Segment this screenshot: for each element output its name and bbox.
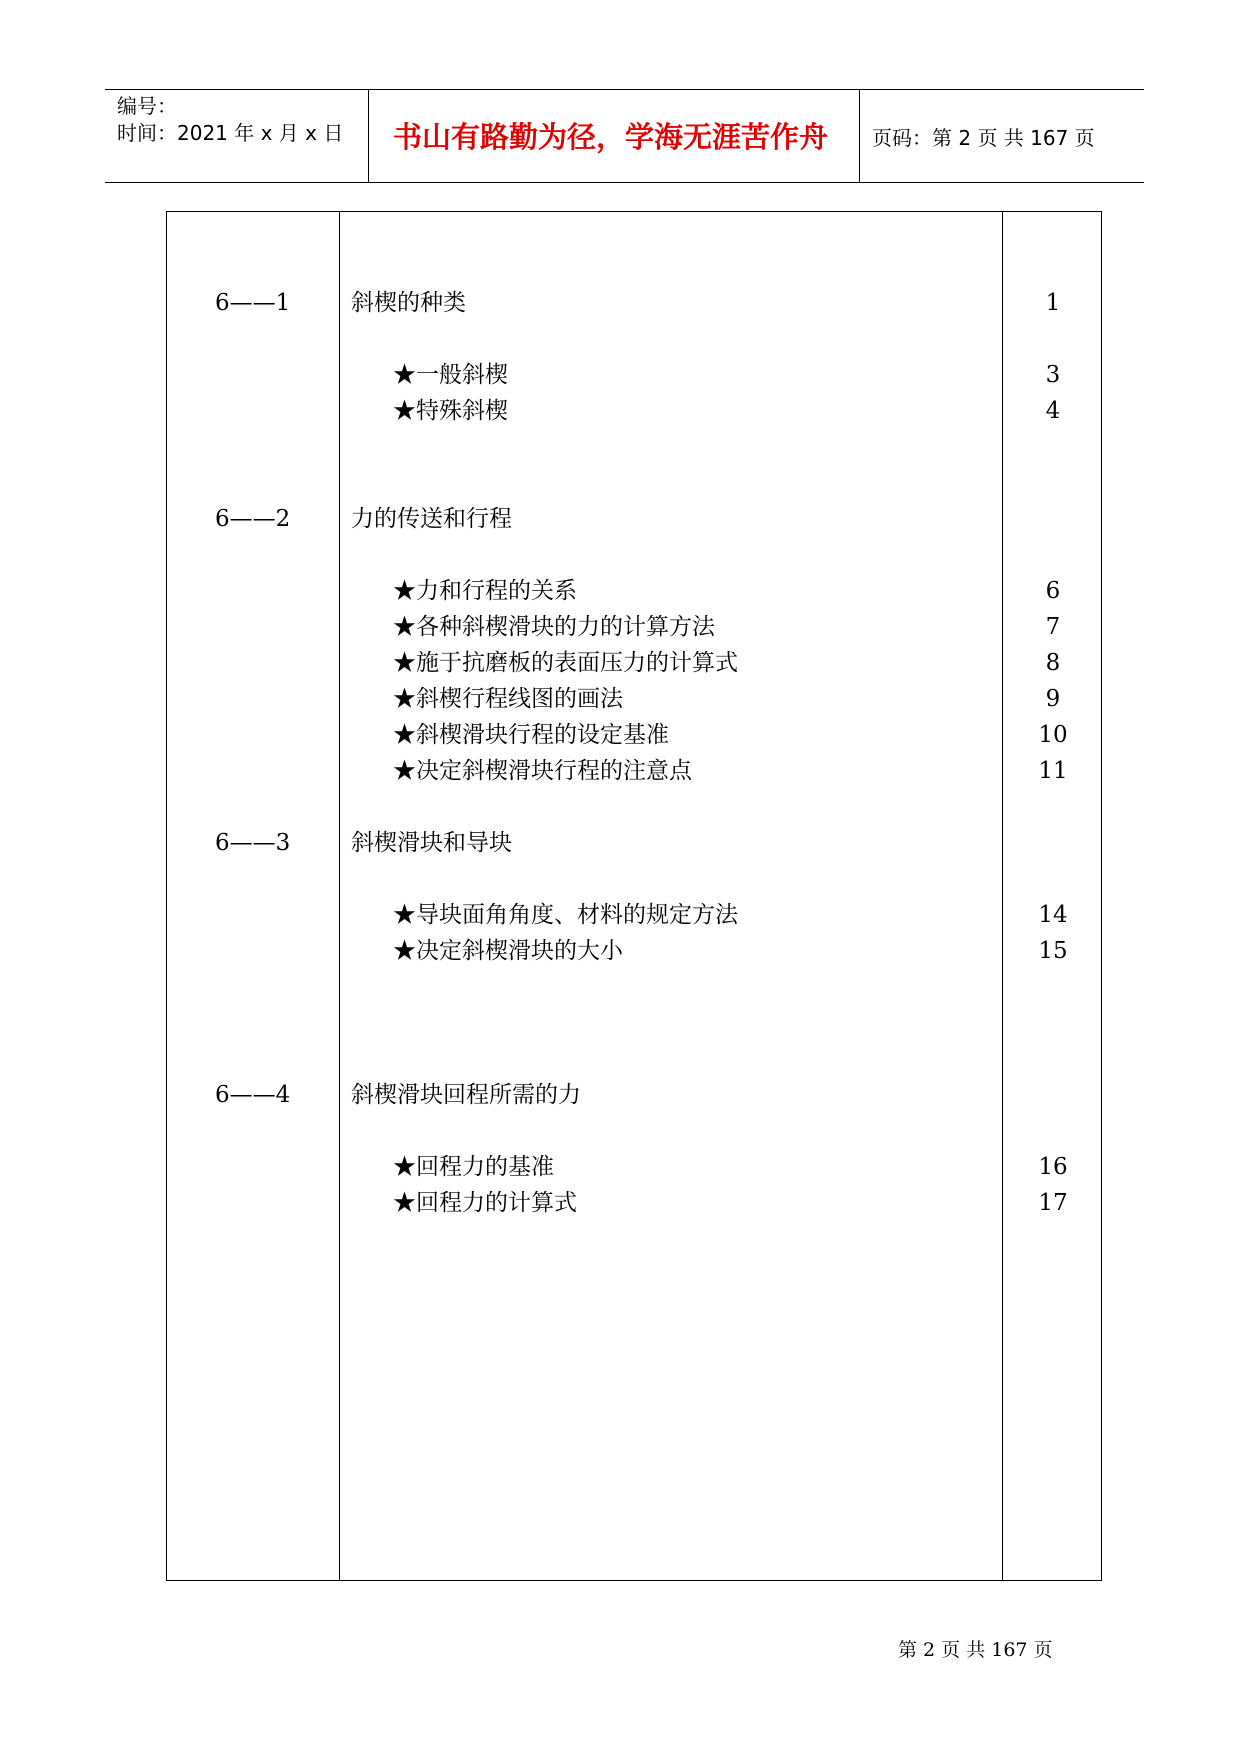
toc-column-divider-1	[339, 211, 340, 1581]
footer-page-number: 第 2 页 共 167 页	[898, 1639, 1053, 1661]
header-page-label: 页码：第 2 页 共 167 页	[872, 126, 1095, 150]
toc-item-page: 3	[1045, 362, 1061, 388]
toc-item-page: 8	[1045, 650, 1061, 676]
toc-item-page: 14	[1038, 902, 1068, 928]
section-title: 斜楔滑块回程所需的力	[351, 1082, 581, 1108]
toc-item-page: 11	[1038, 758, 1068, 784]
toc-item: ★导块面角角度、材料的规定方法	[393, 902, 738, 928]
section-number: 6——1	[215, 290, 291, 316]
header-bottom-rule	[105, 182, 1144, 183]
section-title: 斜楔滑块和导块	[351, 830, 512, 856]
serial-label: 编号：	[117, 94, 177, 118]
toc-item-page: 15	[1038, 938, 1068, 964]
toc-item: ★各种斜楔滑块的力的计算方法	[393, 614, 715, 640]
toc-item-page: 16	[1038, 1154, 1068, 1180]
header-top-rule	[105, 89, 1144, 90]
section-number: 6——2	[215, 506, 291, 532]
section-number: 6——4	[215, 1082, 291, 1108]
toc-item: ★一般斜楔	[393, 362, 508, 388]
toc-item: ★斜楔行程线图的画法	[393, 686, 623, 712]
header-divider-right	[859, 90, 860, 183]
toc-item-page: 10	[1038, 722, 1068, 748]
section-title: 力的传送和行程	[351, 506, 512, 532]
toc-item: ★决定斜楔滑块行程的注意点	[393, 758, 692, 784]
time-label: 时间：2021 年 x 月 x 日	[117, 121, 344, 145]
toc-item-page: 4	[1045, 398, 1061, 424]
section-title: 斜楔的种类	[351, 290, 466, 316]
header-motto: 书山有路勤为径，学海无涯苦作舟	[393, 120, 829, 154]
toc-item: ★斜楔滑块行程的设定基准	[393, 722, 669, 748]
toc-item: ★回程力的基准	[393, 1154, 554, 1180]
toc-item-page: 6	[1045, 578, 1061, 604]
toc-item: ★回程力的计算式	[393, 1190, 577, 1216]
toc-item: ★特殊斜楔	[393, 398, 508, 424]
toc-item-page: 17	[1038, 1190, 1068, 1216]
section-number: 6——3	[215, 830, 291, 856]
section-page: 1	[1045, 290, 1061, 316]
toc-item: ★力和行程的关系	[393, 578, 577, 604]
header-divider-left	[368, 90, 369, 183]
toc-item: ★决定斜楔滑块的大小	[393, 938, 623, 964]
toc-item: ★施于抗磨板的表面压力的计算式	[393, 650, 738, 676]
toc-item-page: 9	[1045, 686, 1061, 712]
toc-item-page: 7	[1045, 614, 1061, 640]
toc-table	[166, 211, 1102, 1581]
